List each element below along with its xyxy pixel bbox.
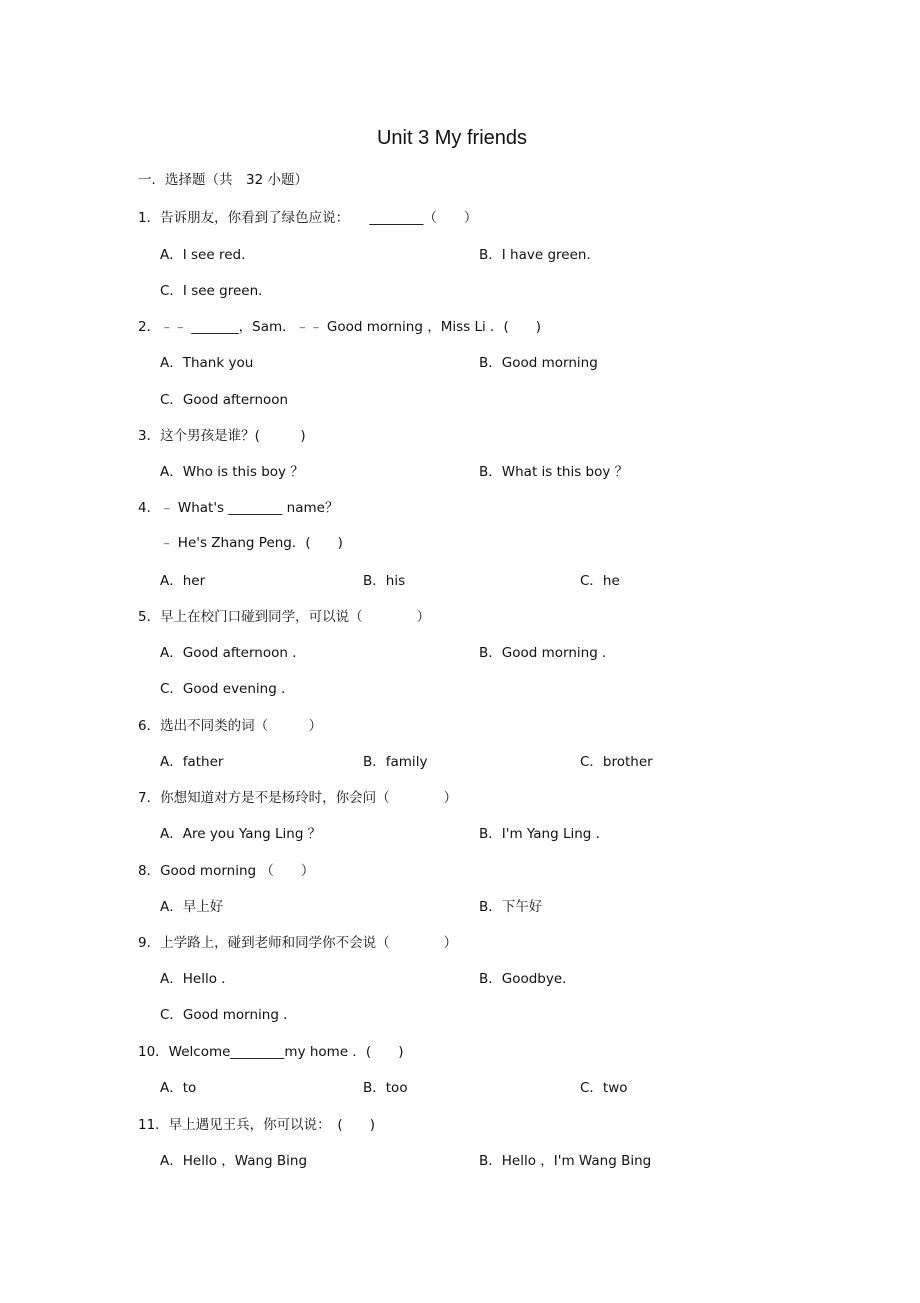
- section-heading: 一．选择题（共 32 小题）: [138, 172, 308, 188]
- q10-option-b: B．too: [363, 1080, 408, 1096]
- question-1: 1．告诉朋友，你看到了绿色应说： ________（ ）: [138, 210, 478, 226]
- question-11: 11．早上遇见王兵，你可以说： ( ): [138, 1117, 375, 1133]
- question-5: 5．早上在校门口碰到同学，可以说（ ）: [138, 609, 431, 625]
- question-2: 2．﹣﹣ _______，Sam．﹣﹣ Good morning ，Miss Li ．( ): [138, 319, 542, 335]
- q3-option-a: A．Who is this boy ？: [160, 464, 304, 480]
- q9-option-a: A．Hello ．: [160, 971, 235, 987]
- q6-option-a: A．father: [160, 754, 224, 770]
- question-3: 3．这个男孩是谁？( ): [138, 428, 306, 444]
- q9-option-b: B．Goodbye．: [479, 971, 576, 987]
- q10-option-a: A．to: [160, 1080, 197, 1096]
- q5-option-b: B．Good morning ．: [479, 645, 616, 661]
- q6-option-c: C．brother: [580, 754, 653, 770]
- q5-option-a: A．Good afternoon ．: [160, 645, 306, 661]
- q3-option-b: B．What is this boy ？: [479, 464, 629, 480]
- q4-option-c: C．he: [580, 573, 620, 589]
- q7-option-a: A．Are you Yang Ling ？: [160, 826, 322, 842]
- question-9: 9．上学路上，碰到老师和同学你不会说（ ）: [138, 935, 458, 951]
- q8-option-b: B．下午好: [479, 899, 543, 915]
- question-4-answer-line: ﹣ He's Zhang Peng．( ): [160, 535, 343, 551]
- q4-option-b: B．his: [363, 573, 406, 589]
- question-10: 10．Welcome________my home ．( ): [138, 1044, 404, 1060]
- q1-option-c: C．I see green．: [160, 283, 272, 299]
- q2-option-b: B．Good morning: [479, 355, 598, 371]
- page-title: Unit 3 My friends: [376, 127, 528, 149]
- q8-option-a: A．早上好: [160, 899, 224, 915]
- question-8: 8．Good morning （ ）: [138, 863, 315, 879]
- q5-option-c: C．Good evening ．: [160, 681, 295, 697]
- q4-option-a: A．her: [160, 573, 206, 589]
- q7-option-b: B．I'm Yang Ling ．: [479, 826, 610, 842]
- q11-option-a: A．Hello ，Wang Bing: [160, 1153, 308, 1169]
- q11-option-b: B．Hello ，I'm Wang Bing: [479, 1153, 652, 1169]
- q10-option-c: C．two: [580, 1080, 628, 1096]
- q9-option-c: C．Good morning ．: [160, 1007, 297, 1023]
- q2-option-a: A．Thank you: [160, 355, 254, 371]
- question-6: 6．选出不同类的词（ ）: [138, 718, 323, 734]
- q2-option-c: C．Good afternoon: [160, 392, 289, 408]
- q1-option-b: B．I have green．: [479, 247, 600, 263]
- question-4: 4．﹣ What's ________ name？: [138, 500, 339, 516]
- question-7: 7．你想知道对方是不是杨玲时，你会问（ ）: [138, 790, 458, 806]
- q1-option-a: A．I see red．: [160, 247, 255, 263]
- q6-option-b: B．family: [363, 754, 428, 770]
